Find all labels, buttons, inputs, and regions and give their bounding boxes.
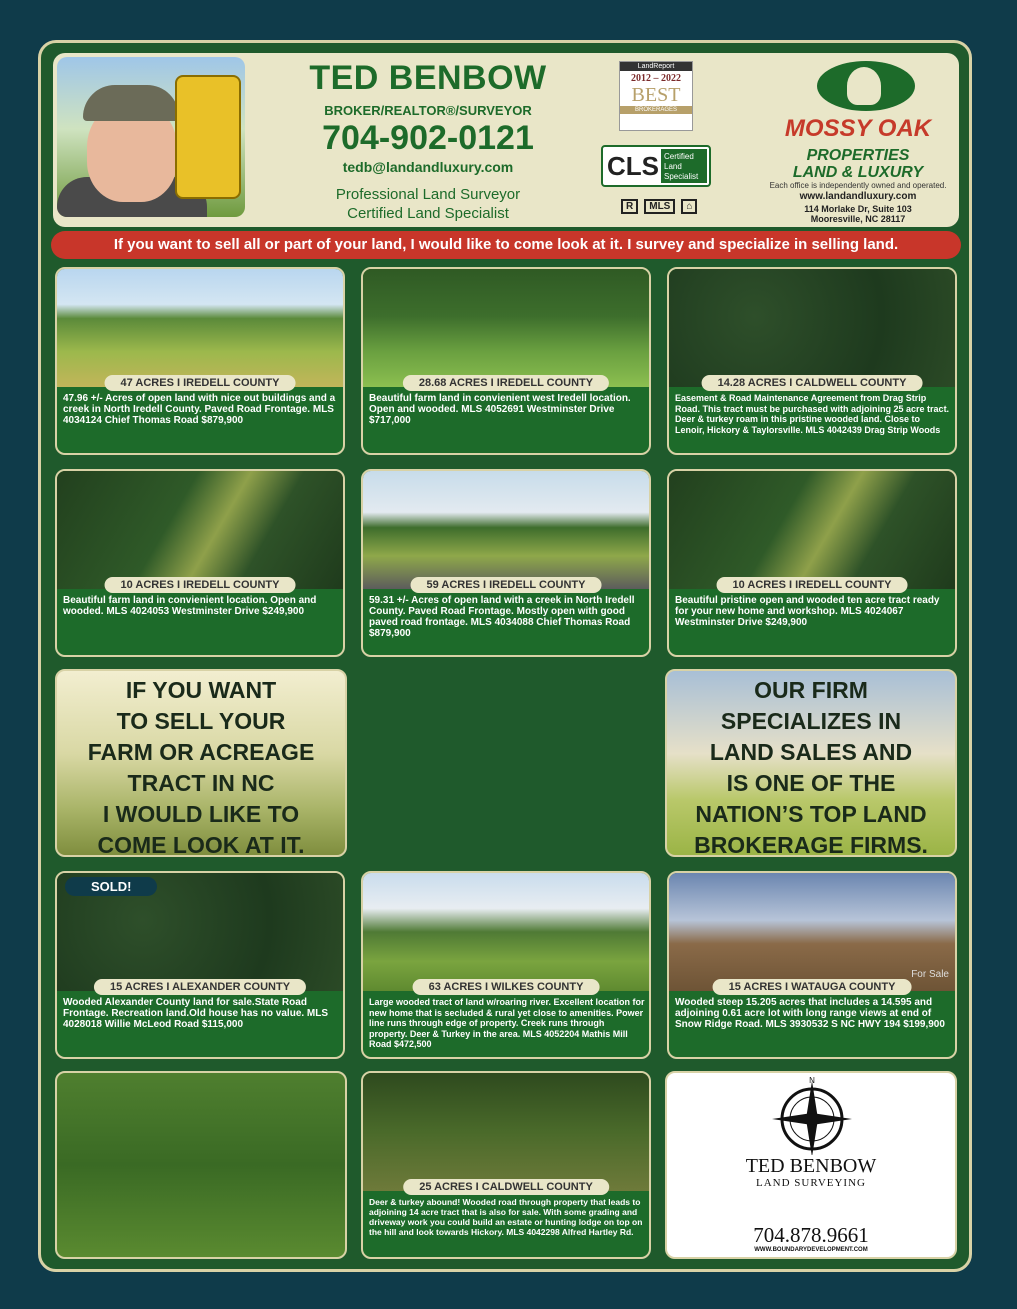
survey-website[interactable]: WWW.BOUNDARYDEVELOPMENT.COM xyxy=(754,1247,868,1253)
listing-label: 10 ACRES I IREDELL COUNTY xyxy=(717,577,908,593)
mls-icon: MLS xyxy=(644,199,675,214)
flyer-frame xyxy=(38,40,972,1272)
listing-description: Easement & Road Maintenance Agreement from Drag Strip Road. This tract must be purchased with adjoining 25 acre tract. Deer & turkey roam in this pristine wooded land. Close to Lenoir, Hickory & Taylorsville. MLS 4042439 Drag Strip Woods xyxy=(675,393,950,435)
listing-card[interactable] xyxy=(361,469,651,657)
listing-description: Beautiful farm land in convienient west Iredell location. Open and wooded. MLS 4052691 Westminster Drive $717,000 xyxy=(369,393,631,426)
listing-aerial-photo xyxy=(669,269,955,387)
listing-photo xyxy=(363,471,649,589)
brand-website[interactable]: www.landandluxury.com xyxy=(799,191,917,202)
cls-badge: CLS Certified Land Specialist xyxy=(601,145,711,187)
survey-sub: LAND SURVEYING xyxy=(756,1177,866,1189)
listing-card[interactable] xyxy=(55,469,345,657)
agent-photo xyxy=(57,57,245,217)
agent-email[interactable]: tedb@landandluxury.com xyxy=(342,159,514,175)
realtor-icon: R xyxy=(621,199,638,214)
surveyor-photo xyxy=(55,1071,347,1259)
listing-description: Beautiful farm land in convienient location. Open and wooded. MLS 4024053 Westminster Drive $249,900 xyxy=(63,595,317,617)
promo-text: OUR FIRM SPECIALIZES IN LAND SALES AND IS ONE OF THE NATION’S TOP LAND BROKERAGE FIRMS. xyxy=(694,677,928,857)
listing-description: Wooded steep 15.205 acres that includes a 14.595 and adjoining 0.61 acre lot with long range views at end of Snow Ridge Road. MLS 3930532 S NC HWY 194 $199,900 xyxy=(675,997,945,1030)
header-panel xyxy=(53,53,959,227)
promo-sell-farm xyxy=(55,669,347,857)
listing-card[interactable] xyxy=(667,469,957,657)
listing-card[interactable] xyxy=(667,267,957,455)
listing-card[interactable] xyxy=(361,267,651,455)
listing-photo xyxy=(363,269,649,387)
listing-card[interactable] xyxy=(55,267,345,455)
mossy-oak-tree-icon xyxy=(817,61,915,111)
listing-aerial-photo xyxy=(669,471,955,589)
listing-label: 59 ACRES I IREDELL COUNTY xyxy=(411,577,602,593)
compass-north-label: N xyxy=(809,1076,815,1085)
listing-card[interactable] xyxy=(55,871,345,1059)
best-brokerages-badge: LandReport 2012 – 2022 BEST BROKERAGES xyxy=(619,61,693,131)
agent-title: BROKER/REALTOR®/SURVEYOR xyxy=(324,103,532,118)
agent-phone[interactable]: 704-902-0121 xyxy=(322,119,534,157)
brand-address: 114 Morlake Dr, Suite 103 Mooresville, NC 28117 xyxy=(804,204,912,224)
listing-label: 47 ACRES I IREDELL COUNTY xyxy=(105,375,296,391)
listing-photo xyxy=(57,269,343,387)
listing-description: 47.96 +/- Acres of open land with nice out buildings and a creek in North Iredell County. Paved Road Frontage. MLS 4034124 Chief Thomas Road $879,900 xyxy=(63,393,336,426)
compass-icon xyxy=(752,1075,872,1155)
surveying-logo-card xyxy=(665,1071,957,1259)
listing-description: Deer & turkey abound! Wooded road through property that leads to adjoining 14 acre tract that is also for sale. With some grading and driveway work you could build an estate or hunting lodge on top on the hill and look towards Hickory. MLS 4042298 Alfred Hartley Rd. xyxy=(369,1197,643,1237)
listing-description: Beautiful pristine open and wooded ten acre tract ready for your new home and workshop. MLS 4024067 Westminster Drive $249,900 xyxy=(675,595,940,628)
listing-label: 15 ACRES I ALEXANDER COUNTY xyxy=(94,979,306,995)
brand-name: MOSSY OAK xyxy=(784,115,932,142)
listing-label: 25 ACRES I CALDWELL COUNTY xyxy=(403,1179,609,1195)
listing-label: 63 ACRES I WILKES COUNTY xyxy=(413,979,600,995)
listing-description: 59.31 +/- Acres of open land with a creek in North Iredell County. Paved Road Frontage. Mostly open with good paved road frontage. MLS 4034088 Chief Thomas Road $879,900 xyxy=(369,595,635,639)
brand-disclaimer: Each office is independently owned and operated. xyxy=(769,181,947,190)
listing-label: 10 ACRES I IREDELL COUNTY xyxy=(105,577,296,593)
listing-label: 15 ACRES I WATAUGA COUNTY xyxy=(713,979,912,995)
listing-label: 28.68 ACRES I IREDELL COUNTY xyxy=(403,375,609,391)
listing-label: 14.28 ACRES I CALDWELL COUNTY xyxy=(702,375,923,391)
listing-card[interactable] xyxy=(361,871,651,1059)
promo-text: IF YOU WANT TO SELL YOUR FARM OR ACREAGE TRACT IN NC I WOULD LIKE TO COME LOOK AT IT. xyxy=(87,677,315,857)
sell-land-banner: If you want to sell all or part of your land, I would like to come look at it. I survey and specialize in selling land. xyxy=(51,231,961,259)
survey-phone[interactable]: 704.878.9661 xyxy=(753,1223,869,1247)
realtor-mls-equal-housing-icons xyxy=(621,199,703,214)
listing-photo xyxy=(363,873,649,991)
sold-badge: SOLD! xyxy=(65,877,157,896)
promo-firm xyxy=(665,669,957,857)
listing-card[interactable] xyxy=(361,1071,651,1259)
agent-name: TED BENBOW xyxy=(309,59,547,97)
survey-name: TED BENBOW xyxy=(745,1155,877,1177)
brand-subtitle: PROPERTIES LAND & LUXURY xyxy=(792,147,924,181)
listing-photo xyxy=(363,1073,649,1191)
equal-housing-icon: ⌂ xyxy=(681,199,697,214)
agent-credentials: Professional Land Surveyor Certified Land Specialist xyxy=(335,186,521,222)
listing-description: Large wooded tract of land w/roaring river. Excellent location for new home that is secluded & rural yet close to amenities. Power line runs through edge of property. Creek runs through property. Deer & Turkey in the area. MLS 4052204 Mathis Mill Road $472,500 xyxy=(369,997,645,1049)
for-sale-sign: For Sale xyxy=(911,969,949,980)
listing-description: Wooded Alexander County land for sale.State Road Frontage. Recreation land.Old house has no value. MLS 4028018 Willie McLeod Road $115,000 xyxy=(63,997,329,1030)
listing-card[interactable] xyxy=(667,871,957,1059)
listing-aerial-photo xyxy=(57,471,343,589)
